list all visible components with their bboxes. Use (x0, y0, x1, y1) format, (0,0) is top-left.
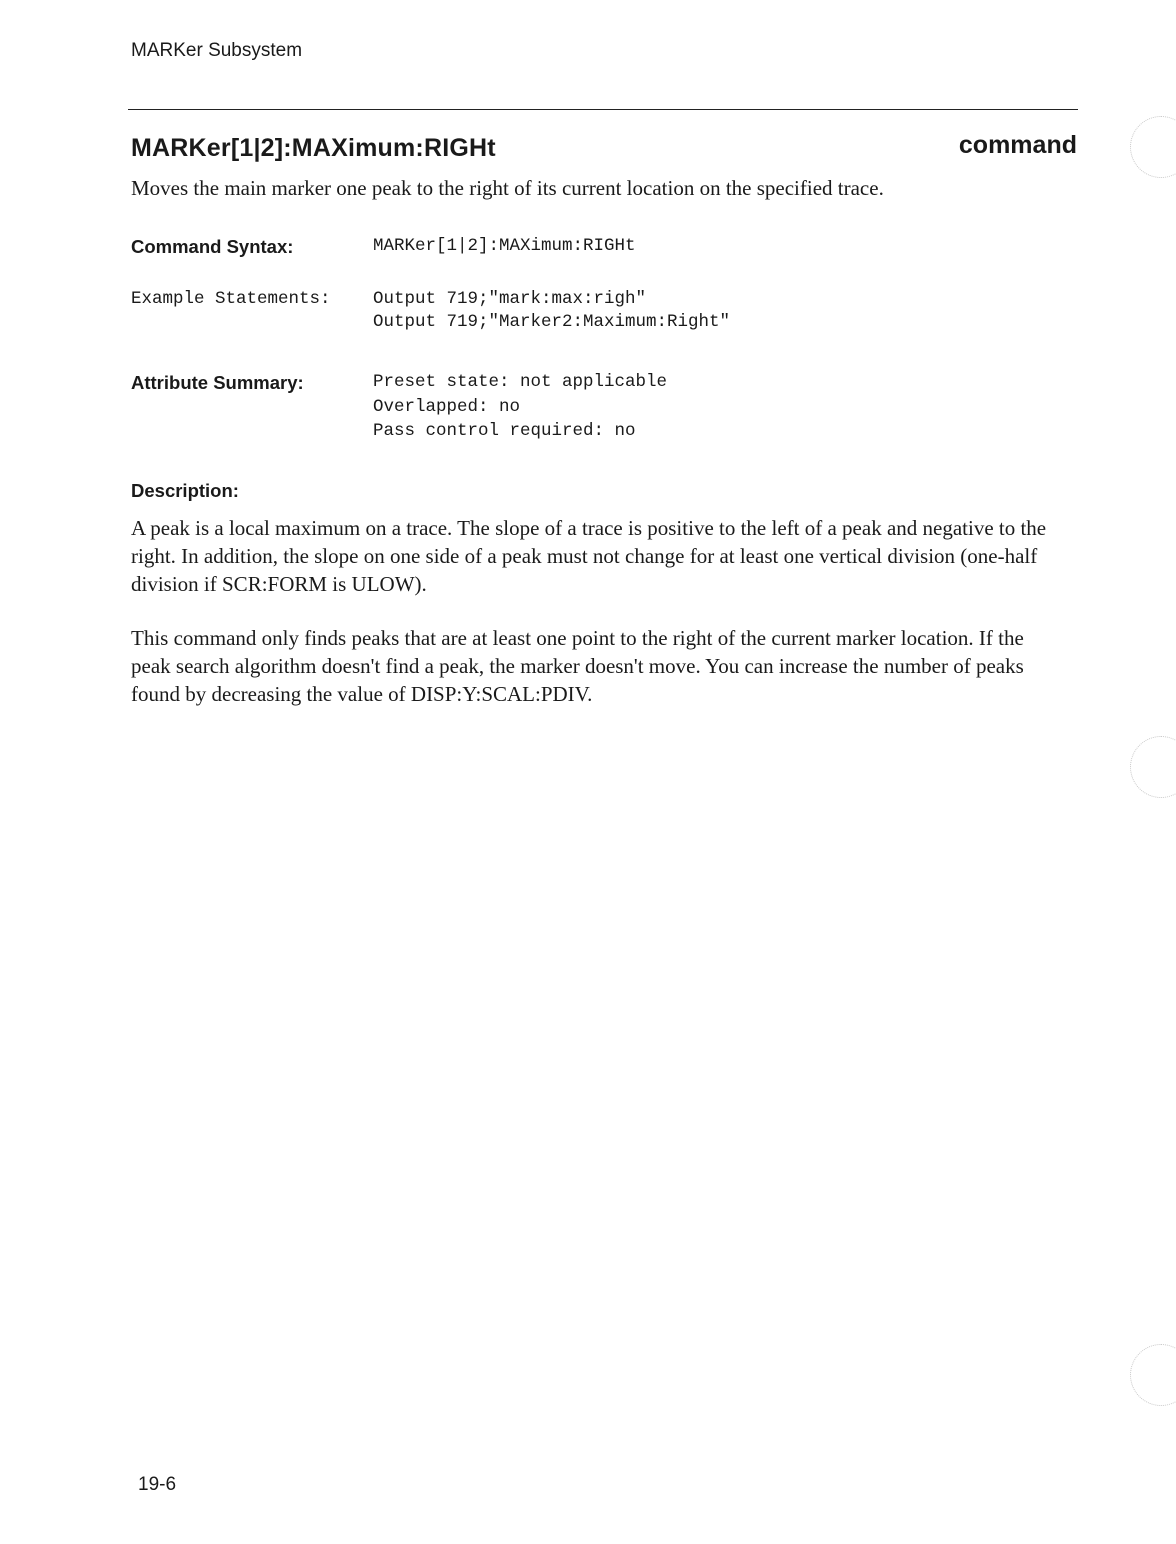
command-title: MARKer[1|2]:MAXimum:RIGHt (131, 134, 496, 162)
syntax-value: MARKer[1|2]:MAXimum:RIGHt (373, 236, 636, 256)
attribute-line: Preset state: not applicable (373, 372, 668, 392)
binder-hole (1130, 1344, 1176, 1406)
header-rule (128, 109, 1078, 110)
command-type-label: command (958, 131, 1077, 159)
example-line: Output 719;"mark:max:righ" (373, 289, 647, 309)
description-paragraph: A peak is a local maximum on a trace. The slope of a trace is positive to the left of a peak and negative to the right. In addition, the slope on one side of a peak must not change for at least one vertical division (one-half division if SCR:FORM is ULOW). (131, 516, 1047, 596)
command-summary: Moves the main marker one peak to the right of its current location on the specified trace. (131, 176, 884, 200)
page-number: 19-6 (138, 1474, 177, 1495)
example-line: Output 719;"Marker2:Maximum:Right" (373, 312, 731, 332)
binder-hole (1130, 736, 1176, 798)
running-head: MARKer Subsystem (131, 40, 303, 61)
binder-hole (1130, 116, 1176, 178)
description-paragraph: This command only finds peaks that are at least one point to the right of the current marker location. If the peak search algorithm doesn't find a peak, the marker doesn't move. You can increase the number of peaks found by decreasing the value of DISP:Y:SCAL:PDIV. (131, 626, 1024, 706)
examples-label: Example Statements: (131, 289, 331, 309)
syntax-label: Command Syntax: (131, 236, 294, 257)
description-label: Description: (131, 480, 239, 501)
attribute-line: Overlapped: no (373, 397, 521, 417)
attributes-label: Attribute Summary: (131, 372, 304, 393)
attribute-line: Pass control required: no (373, 421, 636, 441)
